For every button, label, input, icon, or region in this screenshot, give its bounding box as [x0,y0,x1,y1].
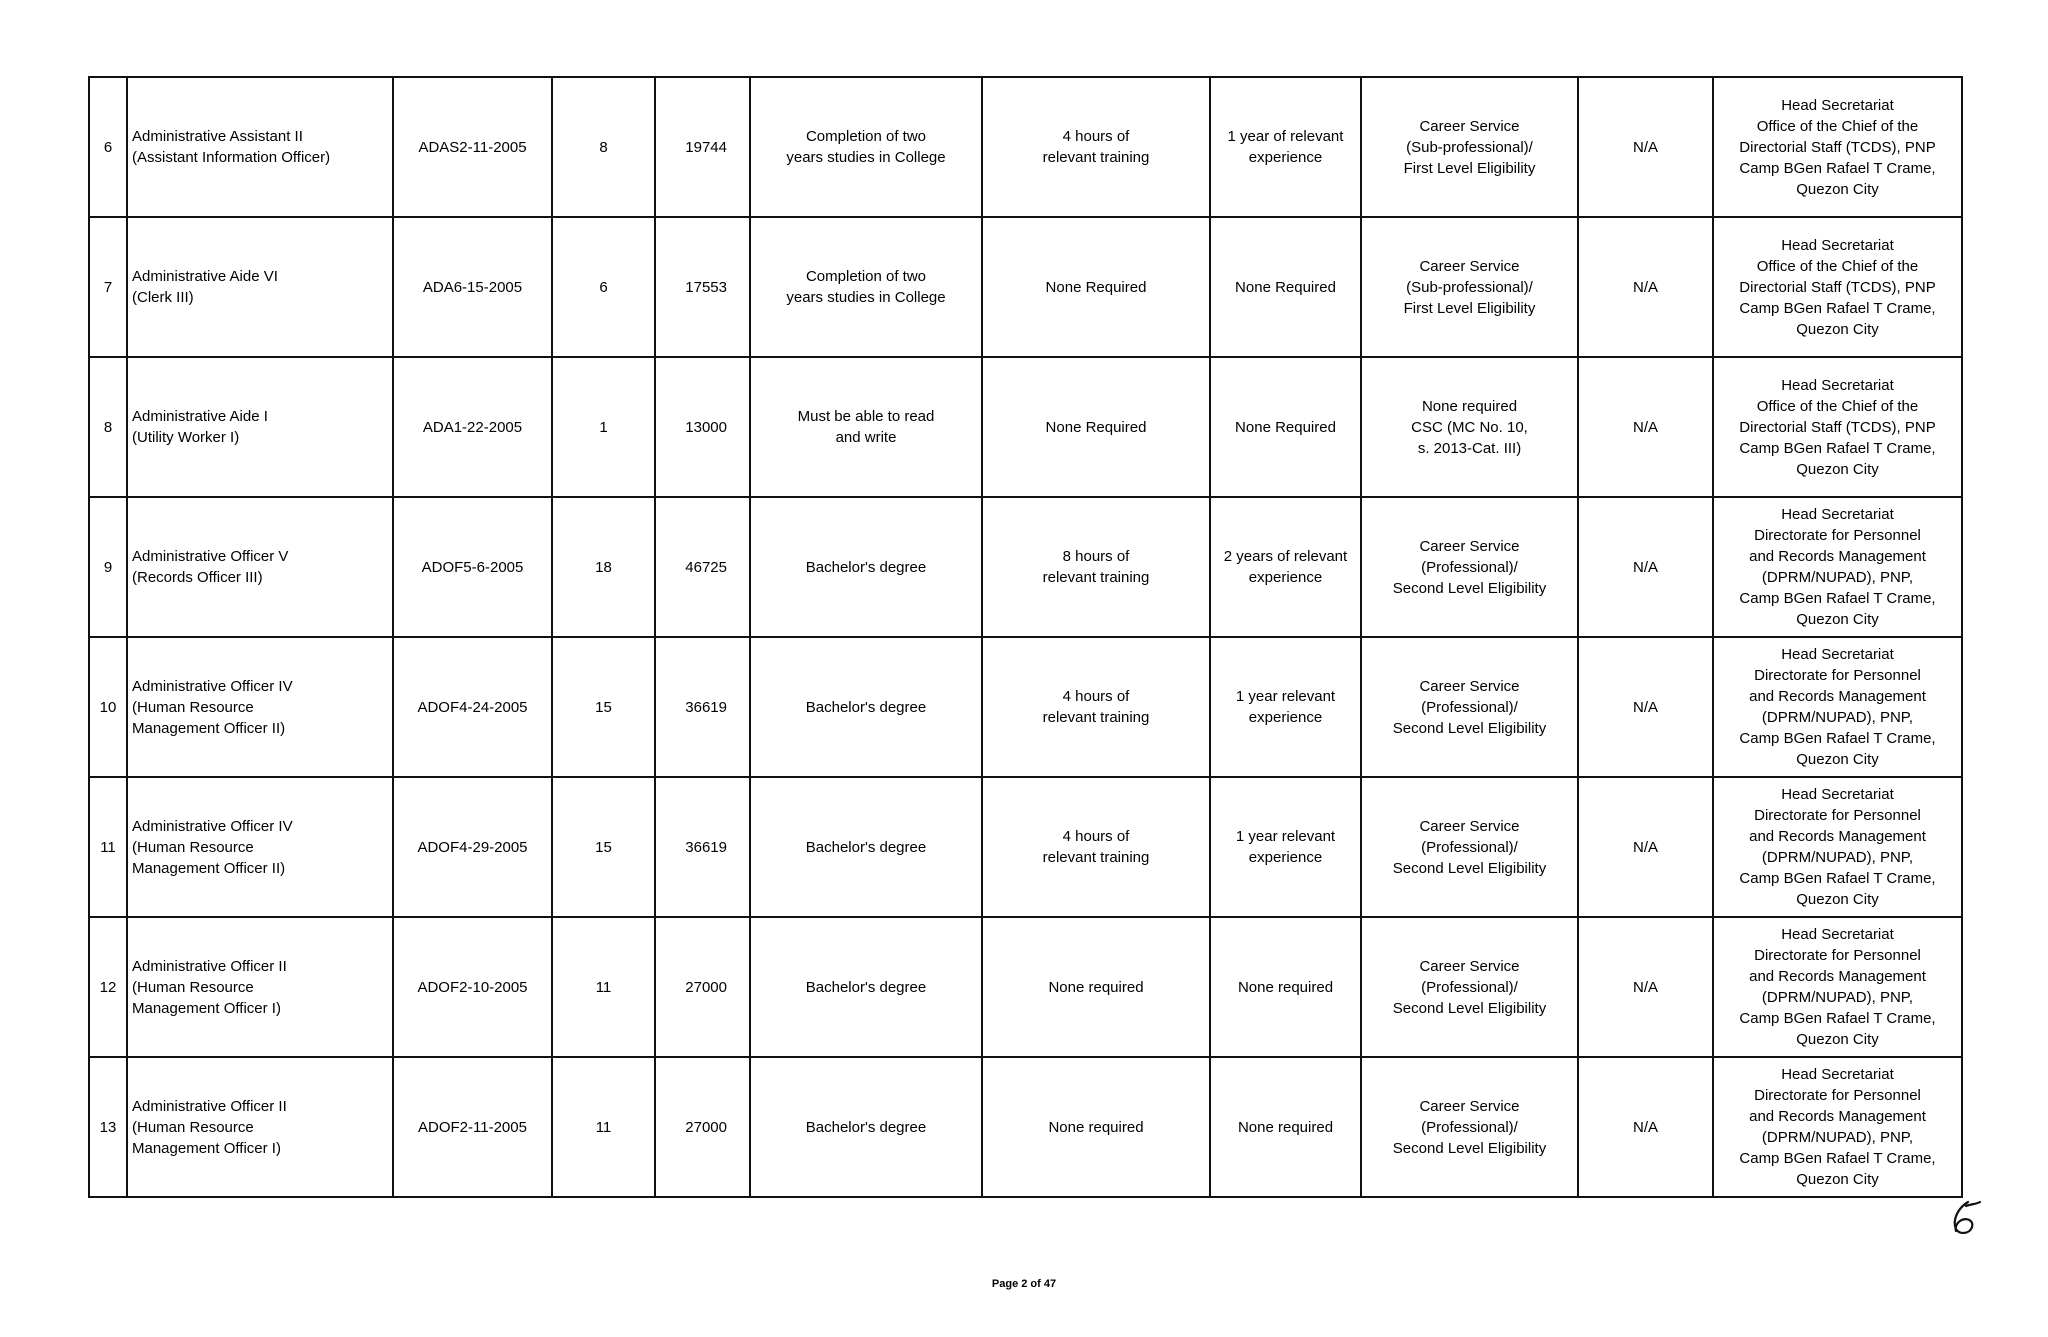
position-title-cell: Administrative Assistant II (Assistant Information Officer) [127,77,393,217]
salary-grade-cell: 6 [552,217,655,357]
page-number: Page 2 of 47 [991,1278,1057,1290]
table-row [89,777,1962,917]
positions-table [88,76,1963,1198]
position-title-cell: Administrative Officer II (Human Resource Management Officer I) [127,1057,393,1197]
competency-cell: N/A [1578,1057,1713,1197]
place-of-assignment-cell: Head Secretariat Office of the Chief of the Directorial Staff (TCDS), PNP Camp BGen Rafael T Crame, Quezon City [1713,77,1962,217]
position-title-cell: Administrative Officer II (Human Resource Management Officer I) [127,917,393,1057]
experience-requirement-cell: 1 year of relevant experience [1210,77,1361,217]
monthly-salary-cell: 27000 [655,917,750,1057]
monthly-salary-cell: 27000 [655,1057,750,1197]
place-of-assignment-cell: Head Secretariat Directorate for Personnel and Records Management (DPRM/NUPAD), PNP, Camp BGen Rafael T Crame, Quezon City [1713,497,1962,637]
place-of-assignment-cell: Head Secretariat Directorate for Personnel and Records Management (DPRM/NUPAD), PNP, Camp BGen Rafael T Crame, Quezon City [1713,917,1962,1057]
place-of-assignment-cell: Head Secretariat Office of the Chief of the Directorial Staff (TCDS), PNP Camp BGen Rafael T Crame, Quezon City [1713,217,1962,357]
salary-grade-cell: 8 [552,77,655,217]
table-row [89,357,1962,497]
training-requirement-cell: 4 hours of relevant training [982,777,1210,917]
competency-cell: N/A [1578,777,1713,917]
position-title-cell: Administrative Officer IV (Human Resource Management Officer II) [127,777,393,917]
row-number-cell: 12 [89,917,127,1057]
table-row [89,217,1962,357]
education-requirement-cell: Bachelor's degree [750,497,982,637]
monthly-salary-cell: 19744 [655,77,750,217]
monthly-salary-cell: 17553 [655,217,750,357]
plantilla-item-number-cell: ADA1-22-2005 [393,357,552,497]
training-requirement-cell: None required [982,917,1210,1057]
eligibility-requirement-cell: Career Service (Professional)/ Second Level Eligibility [1361,917,1578,1057]
salary-grade-cell: 18 [552,497,655,637]
eligibility-requirement-cell: Career Service (Professional)/ Second Level Eligibility [1361,1057,1578,1197]
plantilla-item-number-cell: ADOF2-10-2005 [393,917,552,1057]
education-requirement-cell: Bachelor's degree [750,777,982,917]
salary-grade-cell: 15 [552,637,655,777]
competency-cell: N/A [1578,77,1713,217]
education-requirement-cell: Completion of two years studies in College [750,77,982,217]
monthly-salary-cell: 36619 [655,637,750,777]
plantilla-item-number-cell: ADOF4-24-2005 [393,637,552,777]
place-of-assignment-cell: Head Secretariat Directorate for Personnel and Records Management (DPRM/NUPAD), PNP, Camp BGen Rafael T Crame, Quezon City [1713,637,1962,777]
training-requirement-cell: 8 hours of relevant training [982,497,1210,637]
eligibility-requirement-cell: Career Service (Professional)/ Second Level Eligibility [1361,637,1578,777]
table-body [89,77,1962,1197]
training-requirement-cell: 4 hours of relevant training [982,637,1210,777]
plantilla-item-number-cell: ADOF2-11-2005 [393,1057,552,1197]
eligibility-requirement-cell: Career Service (Sub-professional)/ First Level Eligibility [1361,217,1578,357]
plantilla-item-number-cell: ADA6-15-2005 [393,217,552,357]
salary-grade-cell: 11 [552,1057,655,1197]
education-requirement-cell: Bachelor's degree [750,637,982,777]
competency-cell: N/A [1578,637,1713,777]
training-requirement-cell: None Required [982,217,1210,357]
row-number-cell: 9 [89,497,127,637]
position-title-cell: Administrative Aide VI (Clerk III) [127,217,393,357]
education-requirement-cell: Bachelor's degree [750,1057,982,1197]
competency-cell: N/A [1578,357,1713,497]
eligibility-requirement-cell: Career Service (Professional)/ Second Level Eligibility [1361,777,1578,917]
row-number-cell: 7 [89,217,127,357]
place-of-assignment-cell: Head Secretariat Directorate for Personnel and Records Management (DPRM/NUPAD), PNP, Camp BGen Rafael T Crame, Quezon City [1713,1057,1962,1197]
row-number-cell: 13 [89,1057,127,1197]
place-of-assignment-cell: Head Secretariat Office of the Chief of the Directorial Staff (TCDS), PNP Camp BGen Rafael T Crame, Quezon City [1713,357,1962,497]
table-row [89,917,1962,1057]
position-title-cell: Administrative Aide I (Utility Worker I) [127,357,393,497]
salary-grade-cell: 11 [552,917,655,1057]
place-of-assignment-cell: Head Secretariat Directorate for Personnel and Records Management (DPRM/NUPAD), PNP, Camp BGen Rafael T Crame, Quezon City [1713,777,1962,917]
salary-grade-cell: 1 [552,357,655,497]
plantilla-item-number-cell: ADAS2-11-2005 [393,77,552,217]
experience-requirement-cell: None Required [1210,217,1361,357]
competency-cell: N/A [1578,217,1713,357]
row-number-cell: 8 [89,357,127,497]
education-requirement-cell: Bachelor's degree [750,917,982,1057]
competency-cell: N/A [1578,917,1713,1057]
education-requirement-cell: Completion of two years studies in College [750,217,982,357]
table-row [89,637,1962,777]
eligibility-requirement-cell: Career Service (Professional)/ Second Level Eligibility [1361,497,1578,637]
row-number-cell: 10 [89,637,127,777]
table-row [89,497,1962,637]
competency-cell: N/A [1578,497,1713,637]
table-row [89,1057,1962,1197]
experience-requirement-cell: 1 year relevant experience [1210,637,1361,777]
training-requirement-cell: None Required [982,357,1210,497]
monthly-salary-cell: 36619 [655,777,750,917]
eligibility-requirement-cell: Career Service (Sub-professional)/ First Level Eligibility [1361,77,1578,217]
row-number-cell: 6 [89,77,127,217]
experience-requirement-cell: 2 years of relevant experience [1210,497,1361,637]
training-requirement-cell: 4 hours of relevant training [982,77,1210,217]
position-title-cell: Administrative Officer IV (Human Resource Management Officer II) [127,637,393,777]
monthly-salary-cell: 46725 [655,497,750,637]
experience-requirement-cell: None Required [1210,357,1361,497]
salary-grade-cell: 15 [552,777,655,917]
eligibility-requirement-cell: None required CSC (MC No. 10, s. 2013-Cat. III) [1361,357,1578,497]
experience-requirement-cell: 1 year relevant experience [1210,777,1361,917]
experience-requirement-cell: None required [1210,1057,1361,1197]
position-title-cell: Administrative Officer V (Records Officer III) [127,497,393,637]
training-requirement-cell: None required [982,1057,1210,1197]
plantilla-item-number-cell: ADOF4-29-2005 [393,777,552,917]
row-number-cell: 11 [89,777,127,917]
handwritten-initial-mark [1944,1198,1984,1238]
experience-requirement-cell: None required [1210,917,1361,1057]
education-requirement-cell: Must be able to read and write [750,357,982,497]
table-row [89,77,1962,217]
monthly-salary-cell: 13000 [655,357,750,497]
plantilla-item-number-cell: ADOF5-6-2005 [393,497,552,637]
